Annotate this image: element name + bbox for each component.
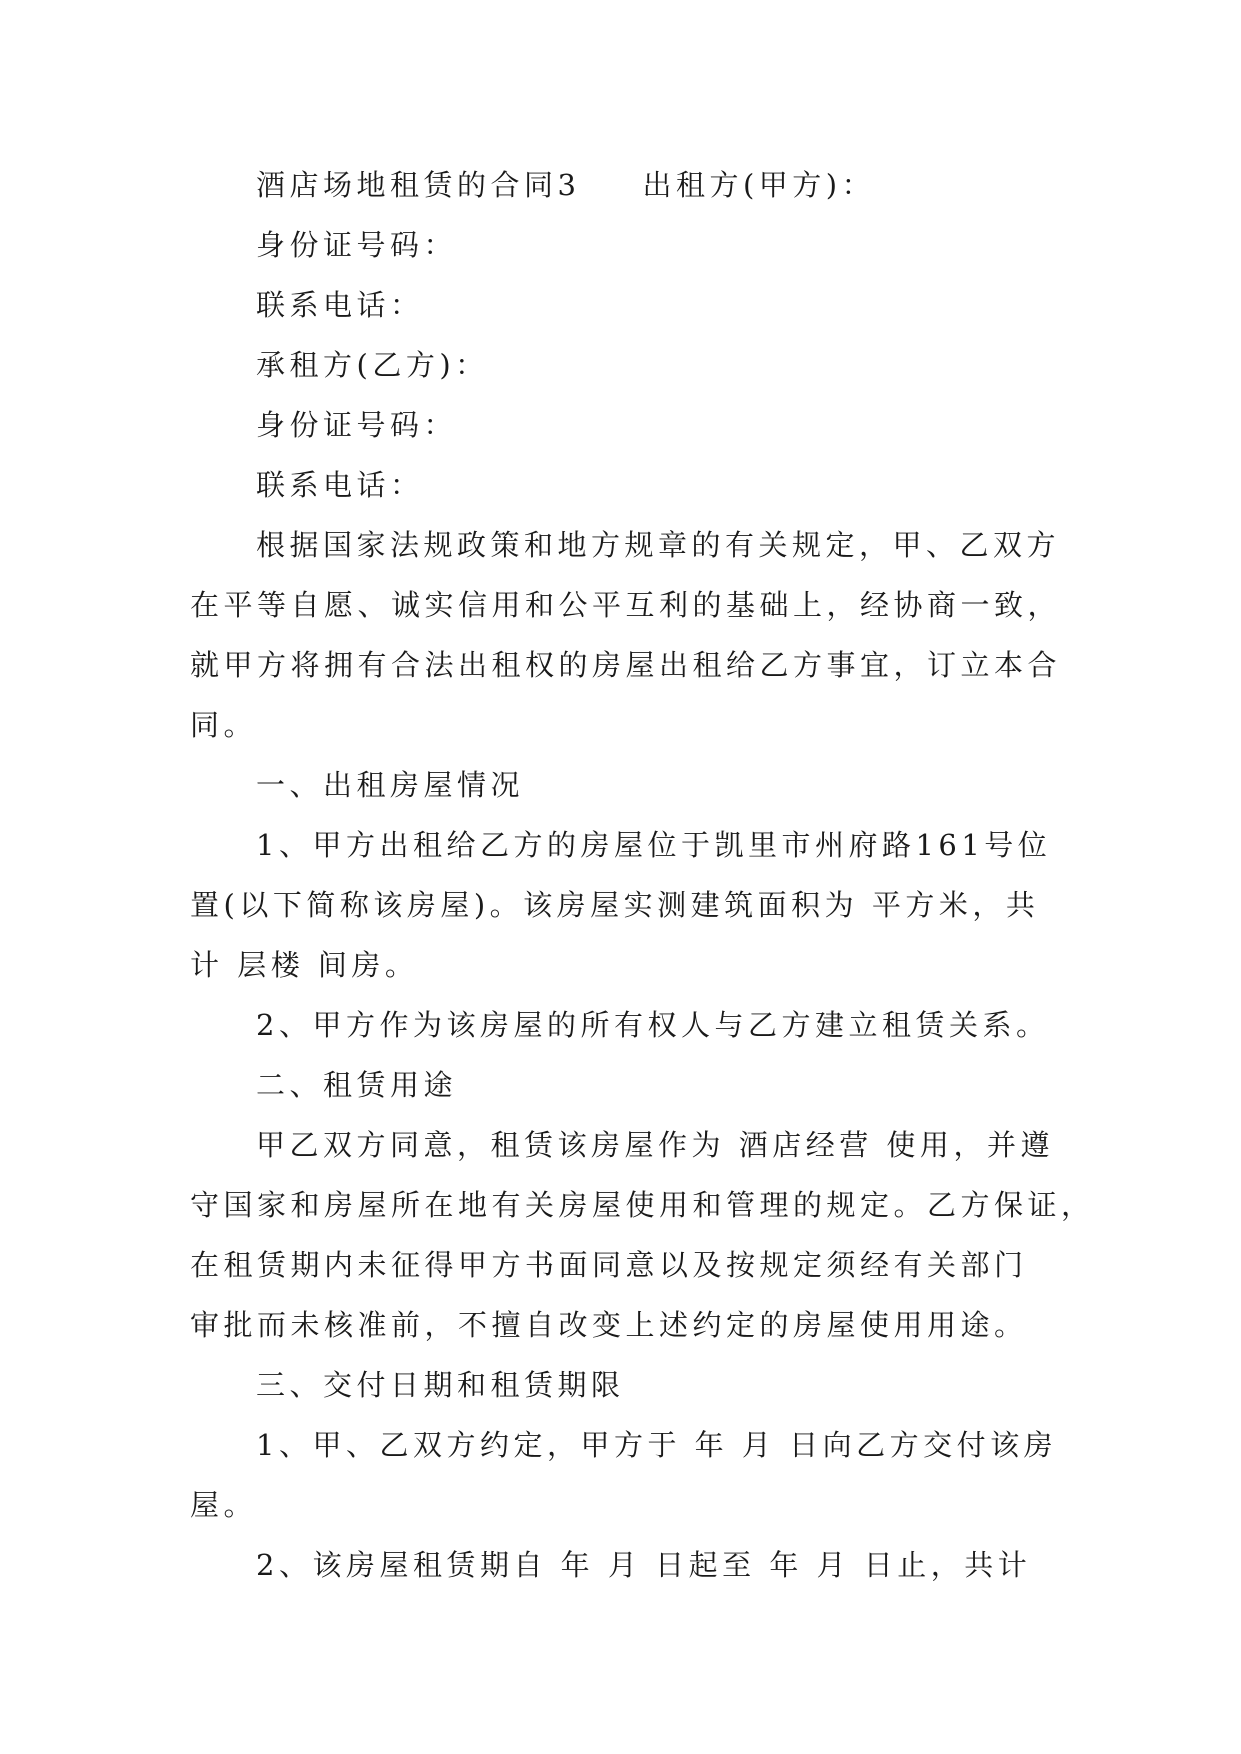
lessor-label: 出租方(甲方)： bbox=[642, 168, 876, 202]
lessor-id-line: 身份证号码： bbox=[256, 228, 458, 262]
clause-1-2-line: 2、甲方作为该房屋的所有权人与乙方建立租赁关系。 bbox=[256, 1008, 1050, 1042]
lessee-line: 承租方(乙方)： bbox=[256, 348, 489, 382]
clause-1-1-line-1: 1、甲方出租给乙方的房屋位于凯里市州府路161号位 bbox=[256, 828, 1052, 862]
section-heading-2: 二、租赁用途 bbox=[256, 1068, 458, 1102]
lessee-phone-line: 联系电话： bbox=[256, 468, 424, 502]
preamble-line-4: 同。 bbox=[190, 708, 258, 742]
clause-3-2-line-1: 2、该房屋租赁期自 年 月 日起至 年 月 日止，共计 bbox=[256, 1548, 1032, 1582]
preamble-line-1: 根据国家法规政策和地方规章的有关规定，甲、乙双方 bbox=[256, 528, 1061, 562]
lessor-phone-line: 联系电话： bbox=[256, 288, 424, 322]
clause-2-line-1: 甲乙双方同意，租赁该房屋作为 酒店经营 使用，并遵 bbox=[256, 1128, 1054, 1162]
clause-2-line-2: 守国家和房屋所在地有关房屋使用和管理的规定。乙方保证， bbox=[190, 1188, 1095, 1222]
document-body bbox=[190, 155, 1095, 1595]
preamble-line-3: 就甲方将拥有合法出租权的房屋出租给乙方事宜，订立本合 bbox=[190, 648, 1062, 682]
clause-2-line-4: 审批而未核准前，不擅自改变上述约定的房屋使用用途。 bbox=[190, 1308, 1028, 1342]
document-title: 酒店场地租赁的合同3 bbox=[256, 168, 581, 202]
clause-3-1-line-2: 屋。 bbox=[190, 1488, 258, 1522]
clause-1-1-line-2: 置(以下简称该房屋)。该房屋实测建筑面积为 平方米，共 bbox=[190, 888, 1040, 922]
clause-2-line-3: 在租赁期内未征得甲方书面同意以及按规定须经有关部门 bbox=[190, 1248, 1028, 1282]
title-line bbox=[190, 155, 1050, 215]
section-heading-1: 一、出租房屋情况 bbox=[256, 768, 525, 802]
preamble-line-2: 在平等自愿、诚实信用和公平互利的基础上，经协商一致， bbox=[190, 588, 1062, 622]
clause-3-1-line-1: 1、甲、乙双方约定，甲方于 年 月 日向乙方交付该房 bbox=[256, 1428, 1058, 1462]
lessee-id-line: 身份证号码： bbox=[256, 408, 458, 442]
clause-1-1-line-3: 计 层楼 间房。 bbox=[190, 948, 419, 982]
section-heading-3: 三、交付日期和租赁期限 bbox=[256, 1368, 625, 1402]
